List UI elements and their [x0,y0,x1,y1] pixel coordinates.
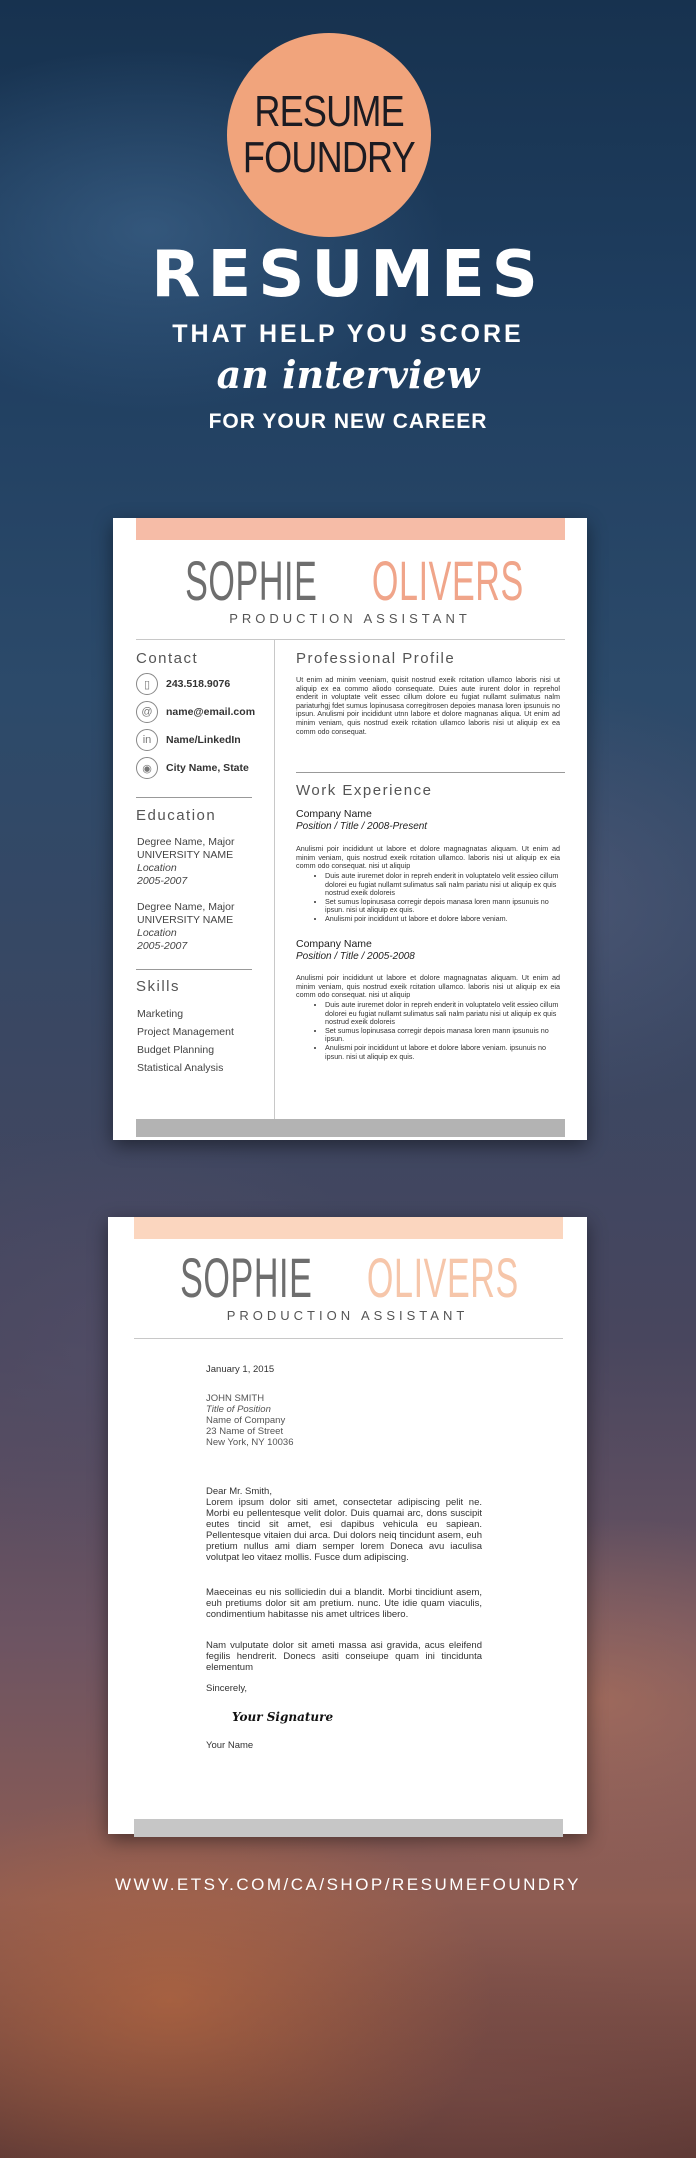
education-years: 2005-2007 [137,940,188,952]
contact-row-location [136,757,249,779]
profile-heading: Professional Profile [296,650,456,667]
column-divider [274,639,275,1119]
cover-divider [134,1338,563,1339]
skills-heading: Skills [136,978,181,995]
badge-line-2: FOUNDRY [243,133,416,182]
recipient-title: Title of Position [206,1404,271,1415]
resume-top-accent-bar [136,518,565,540]
recipient-company: Name of Company [206,1415,286,1426]
education-entry [137,836,234,888]
contact-row-linkedin [136,729,241,751]
recipient-name: JOHN SMITH [206,1393,265,1404]
cover-top-accent-bar [134,1217,563,1239]
education-degree: Degree Name, Major [137,901,235,913]
contact-row-email [136,701,255,723]
salutation: Dear Mr. Smith, [206,1486,272,1497]
job-bullet: • Duis aute iruremet dolor in repreh enderit in voluptatelo velit essieo cillum dolorei eu fugiat nullamt sulimatus sali nalm pariatu nisi ut aliquip ex quis nostrud exeik doloreis [325,1001,560,1027]
job-bullet: • Anulismi poir incididunt ut labore et dolore labore veniam. ipsunuis no ipsun. nisi ut aliquip ex quis. [325,1044,560,1061]
cover-first-name: SOPHIE [180,1246,313,1309]
contact-email: name@email.com [166,706,256,718]
letter-paragraph: Lorem ipsum dolor siti amet, consectetar adipiscing pelit ne. Morbi eu pellentesque velit dolor. Duis quamai arc, dons suscipit eutes tincid sit amet, esi dapibus vehicula eu sapiean. Pellentesque vitaien dui arca. Dui dolors neiq tincidunt asem, euh pretium nullus ami diam semper lorem Doneca avu iaculisa volutpat leo vitaez mollis. Fusce dum adipiscing. [206,1497,482,1563]
job-bullets [311,1001,560,1061]
recipient-street: 23 Name of Street [206,1426,284,1437]
job-position: Position / Title / 2008-Present [296,821,428,832]
education-location: Location [137,862,177,874]
letter-closing: Sincerely, [206,1683,248,1694]
contact-heading: Contact [136,650,199,667]
job-company: Company Name [296,808,372,820]
email-icon: @ [136,701,158,723]
resume-job-title: PRODUCTION ASSISTANT [229,611,471,626]
contact-divider [136,797,252,798]
cover-letter-preview-page [108,1217,587,1834]
cover-last-name: OLIVERS [366,1246,519,1309]
education-school: UNIVERSITY NAME [137,849,234,861]
education-school: UNIVERSITY NAME [137,914,234,926]
resume-foundry-logo-badge [227,33,431,237]
recipient-city: New York, NY 10036 [206,1437,294,1448]
tagline: FOR YOUR NEW CAREER [208,410,488,433]
cover-bottom-bar [134,1819,563,1837]
resume-first-name: SOPHIE [185,549,318,612]
linkedin-icon: in [136,729,158,751]
skill-item: Budget Planning [137,1044,215,1056]
resume-bottom-bar [136,1119,565,1137]
headline: RESUMES [151,238,545,312]
education-heading: Education [136,807,217,824]
job-bullet: • Set sumus lopinusasa corregir depois manasa loren mann ipsunuis no ipsun. [325,1027,560,1044]
profile-text: Ut enim ad minim veeniam, quisit nostrud exeik rcitation ullamco laboris nisi ut aliquip ex ea commo aliodo consequate. Duies aute irurent dolor in reprehol enderit in voluptate velit essec cillum dolore eu fugiat nullamt sulimatus nalm pariaturhgj fdet sumus lopinusasa corregitrosen depoies manasa loren ipsunuis no ipsun. Anulismi poir incididunt utnn labore et dolore magnanas aliqua. Ut enim ad minim veniam, quis nostrud exeik rcitation ullamco laboris nisi ut aliquip ex ea comm odo consequat. [296,675,560,736]
job-summary: Anulismi poir incididunt ut labore et dolore magnagnatas aliquam. Ut enim ad minim veniam, quis nostrud exeik rcitation ullamco. laboris nisi ut aliquip ex eia comm odo consequat. nisi ut aliquip [296,844,560,871]
job-bullet: • Anulismi poir incididunt ut labore et dolore labore veniam. [325,915,560,924]
job-bullet: • Duis aute iruremet dolor in repreh enderit in voluptatelo velit essieo cillum dolorei eu fugiat nullamt sulimatus sali nalm pariatu nisi ut aliquip ex quis nostrud exeik doloreis [325,872,560,898]
resume-last-name: OLIVERS [371,549,524,612]
education-divider [136,969,252,970]
letter-paragraph: Nam vulputate dolor sit ameti massa asi gravida, acus eleifend fegilis hendrerit. Donecs asiti conseiupe quam ini tincidunta elementum [206,1640,482,1673]
letter-paragraph: Maeceinas eu nis solliciedin dui a blandit. Morbi tincidiunt asem, euh pretiums dolor sit am pretium. nunc. Ute idie quam viaculis, condimentium habitasse nis amet ultrices libero. [206,1587,482,1620]
resume-preview-page [113,518,587,1140]
cover-name [108,1245,587,1310]
job-bullets [311,872,560,924]
contact-phone: 243.518.9076 [166,678,231,690]
profile-divider [296,772,565,773]
job-company: Company Name [296,938,372,950]
education-degree: Degree Name, Major [137,836,235,848]
skill-item: Statistical Analysis [137,1062,224,1074]
skill-item: Marketing [137,1008,184,1020]
badge-line-1: RESUME [254,87,404,136]
subline: THAT HELP YOU SCORE [172,320,524,348]
signer-name: Your Name [206,1740,254,1751]
job-bullet: • Set sumus lopinusasa corregir depois manasa loren mann ipsunuis no ipsun. nisi ut aliquip ex quis. [325,898,560,915]
shop-url: WWW.ETSY.COM/CA/SHOP/RESUMEFOUNDRY [115,1875,581,1894]
contact-linkedin: Name/LinkedIn [166,734,241,746]
location-icon: ◉ [136,757,158,779]
letter-date: January 1, 2015 [206,1364,275,1375]
recipient-block [206,1393,482,1448]
job-summary: Anulismi poir incididunt ut labore et dolore magnagnatas aliquam. Ut enim ad minim veniam, quis nostrud exeik rcitation ullamco. laboris nisi ut aliquip ex eia comm odo consequat. nisi ut aliquip [296,973,560,1000]
education-location: Location [137,927,177,939]
contact-location: City Name, State [166,762,249,774]
experience-heading: Work Experience [296,782,433,799]
contact-row-phone [136,673,230,695]
signature: Your Signature [232,1710,334,1724]
education-years: 2005-2007 [137,875,188,887]
job-position: Position / Title / 2005-2008 [296,951,415,962]
cover-job-title: PRODUCTION ASSISTANT [226,1308,469,1323]
resume-divider [136,639,565,640]
resume-name [113,548,587,613]
skill-item: Project Management [137,1026,234,1038]
phone-icon: ▯ [136,673,158,695]
education-entry [137,901,234,953]
script-line: an interview [216,352,480,397]
